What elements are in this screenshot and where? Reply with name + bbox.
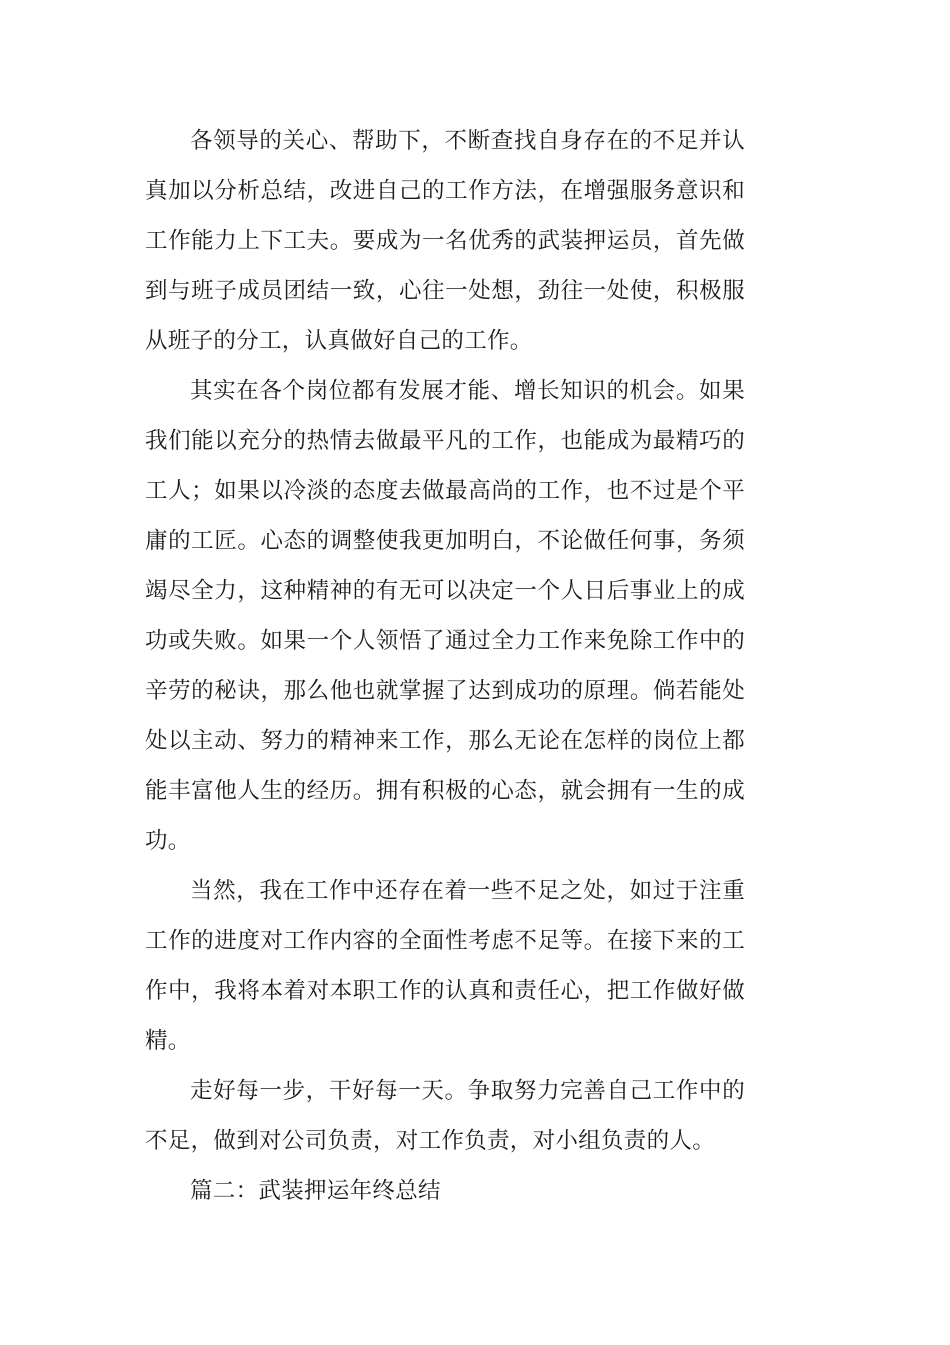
paragraph-4: 走好每一步，干好每一天。争取努力完善自己工作中的不足，做到对公司负责，对工作负责，对小组负责的人。 <box>145 1078 745 1154</box>
section-heading: 篇二：武装押运年终总结 <box>190 1178 441 1204</box>
document-page <box>145 116 745 1216</box>
paragraph-3: 当然，我在工作中还存在着一些不足之处，如过于注重工作的进度对工作内容的全面性考虑不足等。在接下来的工作中，我将本着对本职工作的认真和责任心，把工作做好做精。 <box>145 878 745 1054</box>
paragraph-1: 各领导的关心、帮助下，不断查找自身存在的不足并认真加以分析总结，改进自己的工作方法，在增强服务意识和工作能力上下工夫。要成为一名优秀的武装押运员，首先做到与班子成员团结一致，心往一处想，劲往一处使，积极服从班子的分工，认真做好自己的工作。 <box>145 128 745 354</box>
paragraph-2: 其实在各个岗位都有发展才能、增长知识的机会。如果我们能以充分的热情去做最平凡的工作，也能成为最精巧的工人；如果以冷淡的态度去做最高尚的工作，也不过是个平庸的工匠。心态的调整使我更加明白，不论做任何事，务须竭尽全力，这种精神的有无可以决定一个人日后事业上的成功或失败。如果一个人领悟了通过全力工作来免除工作中的辛劳的秘诀，那么他也就掌握了达到成功的原理。倘若能处处以主动、努力的精神来工作，那么无论在怎样的岗位上都能丰富他人生的经历。拥有积极的心态，就会拥有一生的成功。 <box>145 378 745 854</box>
